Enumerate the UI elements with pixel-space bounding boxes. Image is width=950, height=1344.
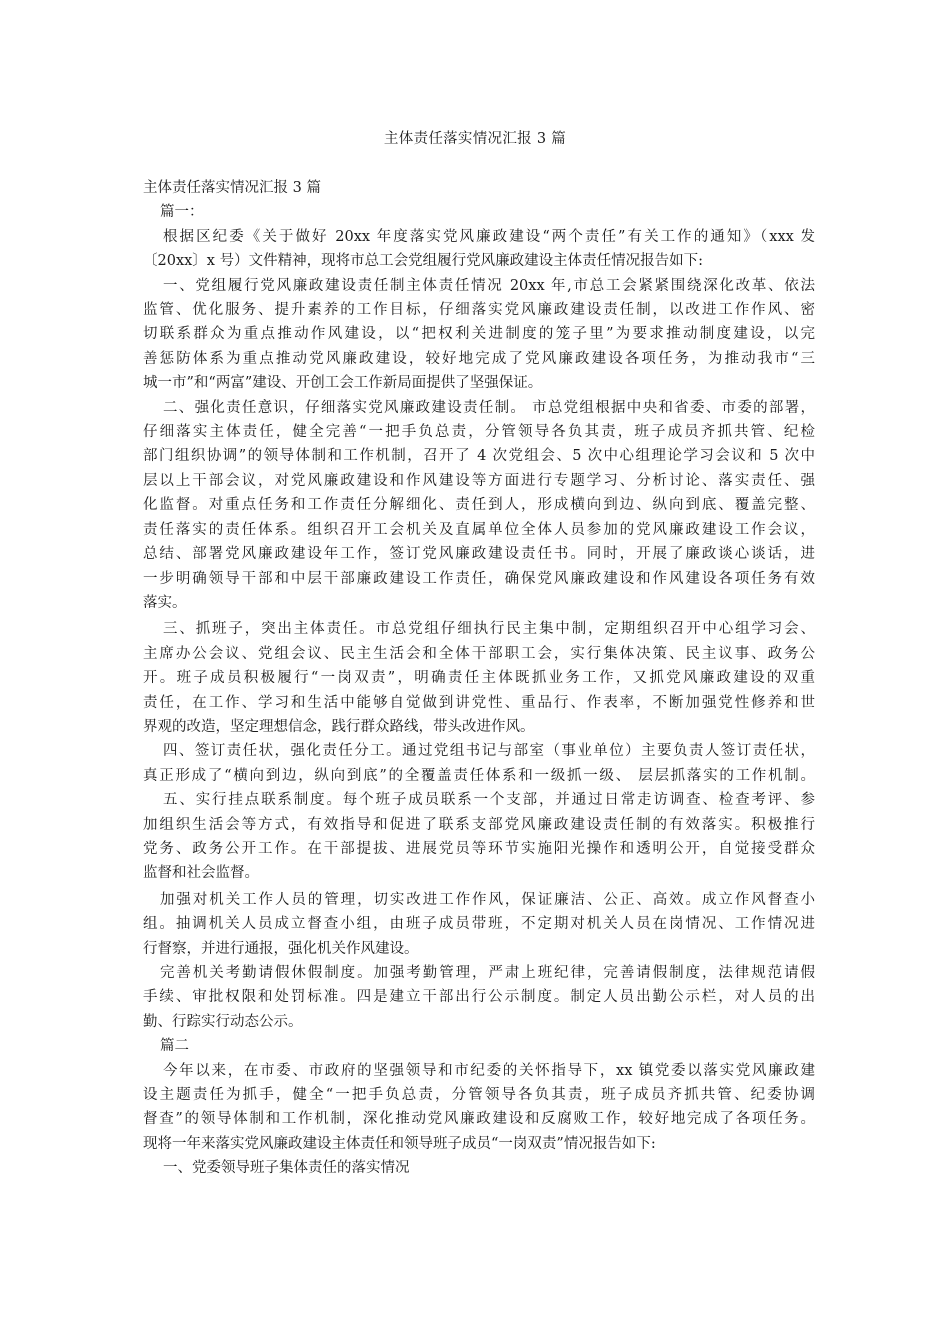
paragraph-line: 加组织生活会等方式，有效指导和促进了联系支部党风廉政建设责任制的有效落实。积极推行 [143,816,815,833]
section-label-part-one: 篇一： [160,204,204,221]
paragraph-line: 主席办公会议、党组会议、民主生活会和全体干部职工会，实行集体决策、民主议事、政务公 [143,645,815,662]
paragraph-line: 责任落实的责任体系。组织召开工会机关及直属单位全体人员参加的党风廉政建设工作会议， [143,521,815,538]
document-body [143,176,815,1181]
paragraph-line: 加强对机关工作人员的管理，切实改进工作作风，保证廉洁、公正、高效。成立作风督查小 [160,891,815,908]
paragraph-line: 根据区纪委《关于做好 20xx 年度落实党风廉政建设“两个责任”有关工作的通知》（xxx 发 [163,228,815,245]
paragraph-line: 〔20xx〕x 号）文件精神，现将市总工会党组履行党风廉政建设主体责任情况报告如下: [143,253,703,270]
paragraph-line: 勤、行踪实行动态公示。 [143,1013,303,1030]
subsection-heading: 一、党委领导班子集体责任的落实情况 [163,1160,410,1177]
paragraph-line: 四、签订责任状，强化责任分工。通过党组书记与部室（事业单位）主要负责人签订责任状， [163,743,815,760]
paragraph-line: 总结、部署党风廉政建设年工作，签订党风廉政建设责任书。同时，开展了廉政谈心谈话，进 [143,546,815,563]
paragraph-line: 组。抽调机关人员成立督查小组，由班子成员带班，不定期对机关人员在岗情况、工作情况进 [143,916,815,933]
paragraph-line: 三、抓班子，突出主体责任。市总党组仔细执行民主集中制，定期组织召开中心组学习会、 [163,621,815,638]
paragraph-line: 设主题责任为抓手，健全“一把手负总责，分管领导各负其责，班子成员齐抓共管、纪委协调 [143,1087,815,1104]
paragraph-line: 化监督。对重点任务和工作责任分解细化、责任到人，形成横向到边、纵向到底、覆盖完整、 [143,497,815,514]
paragraph-line: 督查”的领导体制和工作机制，深化推动党风廉政建设和反腐败工作，较好地完成了各项任务。 [143,1111,815,1128]
paragraph-line: 党务、政务公开工作。在干部提拔、进展党员等环节实施阳光操作和透明公开，自觉接受群众 [143,840,815,857]
document-title: 主体责任落实情况汇报 3 篇 [383,131,567,147]
paragraph-line: 切联系群众为重点推动作风建设，以“把权利关进制度的笼子里”为要求推动制度建设，以完 [143,326,815,343]
paragraph-line: 今年以来，在市委、市政府的坚强领导和市纪委的关怀指导下，xx 镇党委以落实党风廉政建 [163,1062,815,1079]
paragraph-line: 部门组织协调”的领导体制和工作机制，召开了 4 次党组会、5 次中心组理论学习会议和 5 次中 [143,448,815,465]
paragraph-line: 真正形成了“横向到边，纵向到底”的全覆盖责任体系和一级抓一级、 层层抓落实的工作机制。 [143,767,815,784]
paragraph-line: 善惩防体系为重点推动党风廉政建设，较好地完成了党风廉政建设各项任务，为推动我市“三 [143,350,815,367]
paragraph-line: 一步明确领导干部和中层干部廉政建设工作责任，确保党风廉政建设和作风建设各项任务有效 [143,570,815,587]
paragraph-line: 一、党组履行党风廉政建设责任制主体责任情况 20xx 年,市总工会紧紧围绕深化改革、依法 [163,277,815,294]
paragraph-line: 城一市”和“两富”建设、开创工会工作新局面提供了坚强保证。 [143,375,543,392]
paragraph-line: 监督和社会监督。 [143,865,259,882]
paragraph-line: 五、实行挂点联系制度。每个班子成员联系一个支部，并通过日常走访调查、检查考评、参 [163,792,815,809]
paragraph-line: 层以上干部会议，对党风廉政建设和作风建设等方面进行专题学习、分析讨论、落实责任、强 [143,472,815,489]
paragraph-line: 仔细落实主体责任，健全完善“一把手负总责，分管领导各负其责，班子成员齐抓共管、纪检 [143,424,815,441]
paragraph-line: 落实。 [143,594,187,611]
paragraph-line: 手续、审批权限和处罚标准。四是建立干部出行公示制度。制定人员出勤公示栏，对人员的出 [143,989,815,1006]
paragraph-line: 监管、优化服务、提升素养的工作目标，仔细落实党风廉政建设责任制，以改进工作作风、密 [143,302,815,319]
body-heading: 主体责任落实情况汇报 3 篇 [143,180,321,196]
paragraph-line: 二、强化责任意识，仔细落实党风廉政建设责任制。 市总党组根据中央和省委、市委的部署， [163,399,815,416]
paragraph-line: 责任，在工作、学习和生活中能够自觉做到讲党性、重品行、作表率，不断加强党性修养和世 [143,694,815,711]
paragraph-line: 完善机关考勤请假休假制度。加强考勤管理，严肃上班纪律，完善请假制度，法律规范请假 [160,965,815,981]
paragraph-line: 行督察，并进行通报，强化机关作风建设。 [143,940,419,957]
paragraph-line: 界观的改造，坚定理想信念，践行群众路线，带头改进作风。 [143,718,535,735]
section-label-part-two: 篇二 [160,1038,189,1055]
paragraph-line: 现将一年来落实党风廉政建设主体责任和领导班子成员“一岗双责”情况报告如下: [143,1135,656,1152]
paragraph-line: 开。班子成员积极履行“一岗双责”，明确责任主体既抓业务工作，又抓党风廉政建设的双重 [143,670,815,687]
